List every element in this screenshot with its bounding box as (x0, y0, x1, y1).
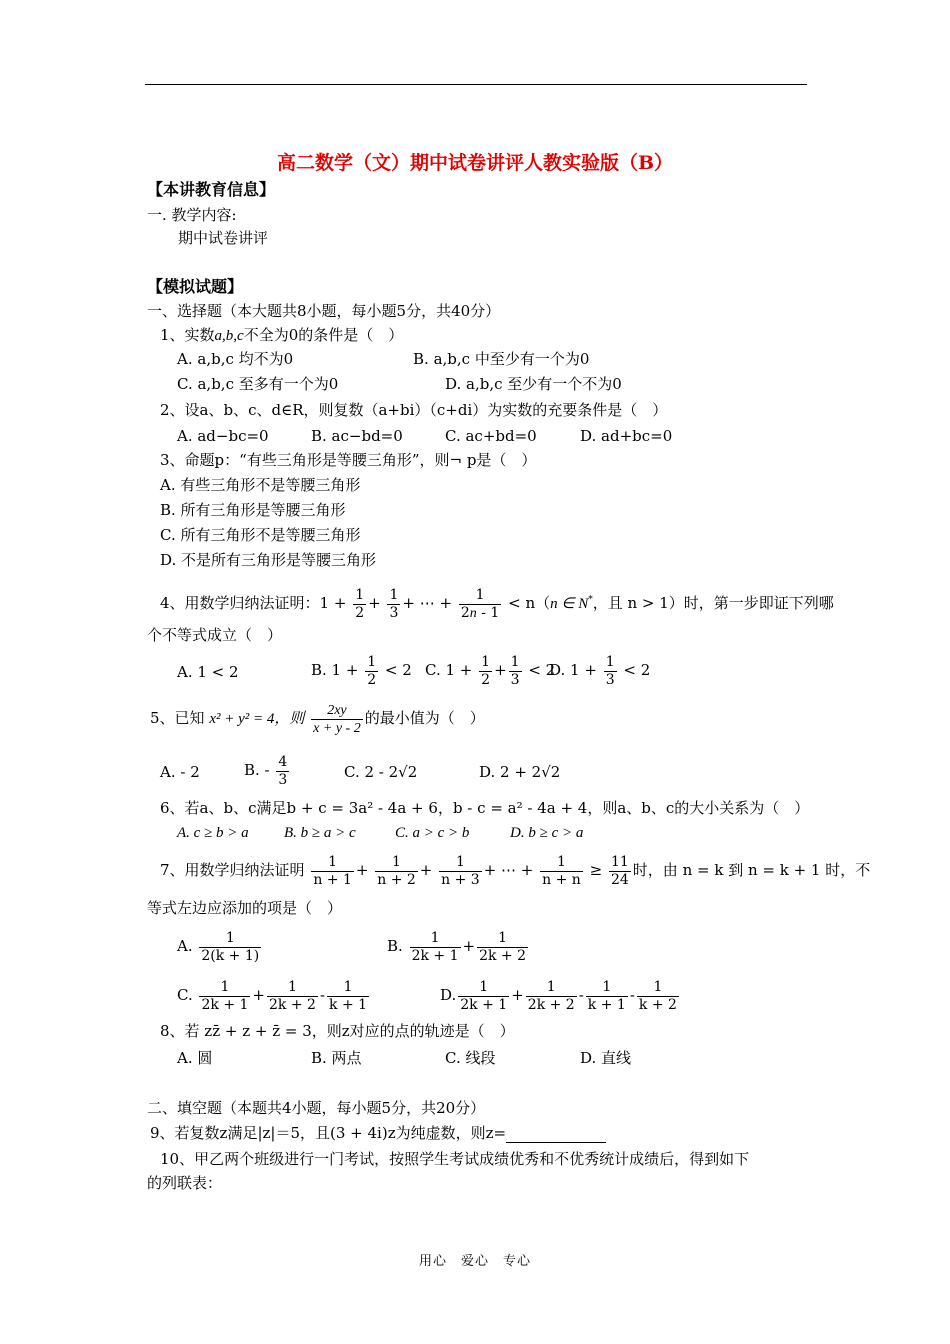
q7-option-d: D. $\frac{1}{2k + 1}$ + $\frac{1}{2k + 2}$ - $\frac{1}{k + 1}$ - $\frac{1}{k + 2}$ (440, 978, 677, 1013)
q2-stem: 2、设a、b、c、d∈R，则复数（a+bi）（c+di）为实数的充要条件是（ ） (160, 401, 668, 419)
q7-stem: 7、用数学归纳法证明 $\frac{1}{n + 1}$ + $\frac{1}{n + 2}$ + $\frac{1}{n + 3}$ + ⋯ + $\frac{1}{n + n}$ ≥ $\frac{11}{24}$ 时，由 n = k 到 n = k + 1 时，不 (160, 853, 871, 888)
q8-option-a: A. 圆 (177, 1049, 213, 1067)
q6-option-d: D. b ≥ c > a (510, 825, 584, 841)
q1-option-d: D. a,b,c 至少有一个不为0 (445, 375, 622, 393)
q1-stem: 1、实数a,b,c不全为0的条件是（ ） (160, 326, 404, 344)
q7-option-b: B. $\frac{1}{2k + 1}$ + $\frac{1}{2k + 2}$ (387, 929, 527, 964)
q3-option-b: B. 所有三角形是等腰三角形 (160, 501, 346, 519)
q7-line2: 等式左边应添加的项是（ ） (147, 899, 343, 917)
q4-stem: 4、用数学归纳法证明：1 + $\frac{1}{2}$ + $\frac{1}{3}$ + ⋯ + $\frac{1}{2n - 1}$ < n（n ∈ N*，且 n > 1）时，第一步即证下列哪 (160, 586, 834, 621)
q5-option-d: D. 2 + 2√2 (479, 763, 561, 781)
q10-line1: 10、甲乙两个班级进行一门考试，按照学生考试成绩优秀和不优秀统计成绩后，得到如下 (160, 1150, 750, 1168)
page-footer: 用心 爱心 专心 (418, 1254, 531, 1269)
section-label: 一. 教学内容: (147, 206, 237, 224)
q1-option-b: B. a,b,c 中至少有一个为0 (413, 350, 590, 368)
q7-option-c: C. $\frac{1}{2k + 1}$ + $\frac{1}{2k + 2}$ - $\frac{1}{k + 1}$ (177, 978, 368, 1013)
q5-stem: 5、已知 x² + y² = 4，则 $\frac{2xy}{x + y - 2}$ 的最小值为（ ） (150, 702, 485, 736)
q6-option-c: C. a > c > b (395, 825, 470, 841)
q1-option-c: C. a,b,c 至多有一个为0 (177, 375, 339, 393)
q4-option-d: D. 1 + $\frac{1}{3}$ < 2 (549, 653, 651, 688)
q1-option-a: A. a,b,c 均不为0 (177, 350, 294, 368)
q10-line2: 的列联表： (147, 1174, 223, 1192)
q2-option-c: C. ac+bd=0 (445, 427, 537, 445)
q4-option-b: B. 1 + $\frac{1}{2}$ < 2 (311, 653, 412, 688)
q3-stem: 3、命题p：“有些三角形是等腰三角形”，则¬ p是（ ） (160, 451, 537, 469)
page-title: 高二数学（文）期中试卷讲评人教实验版（B） (276, 152, 674, 174)
q2-option-a: A. ad−bc=0 (177, 427, 269, 445)
q5-option-c: C. 2 - 2√2 (344, 763, 418, 781)
q4-line2: 个不等式成立（ ） (147, 626, 283, 644)
q6-option-a: A. c ≥ b > a (177, 825, 249, 841)
q8-option-d: D. 直线 (580, 1049, 632, 1067)
part2-heading: 二、填空题（本题共4小题，每小题5分，共20分） (147, 1099, 486, 1117)
q7-option-a: A. $\frac{1}{2(k + 1)}$ (177, 929, 260, 964)
q5-option-a: A. - 2 (160, 763, 200, 781)
q8-option-c: C. 线段 (445, 1049, 496, 1067)
teaching-content: 期中试卷讲评 (178, 229, 269, 247)
q3-option-a: A. 有些三角形不是等腰三角形 (160, 476, 361, 494)
q9-stem: 9、若复数z满足|z|＝5，且(3 + 4i)z为纯虚数，则z= (150, 1123, 606, 1143)
q6-stem: 6、若a、b、c满足b + c = 3a² - 4a + 6，b - c = a² - 4a + 4，则a、b、c的大小关系为（ ） (160, 799, 810, 817)
q5-option-b: B. - $\frac{4}{3}$ (244, 753, 288, 788)
q3-option-c: C. 所有三角形不是等腰三角形 (160, 526, 361, 544)
q4-option-a: A. 1 < 2 (177, 663, 239, 681)
part1-heading: 一、选择题（本大题共8小题，每小题5分，共40分） (147, 302, 501, 320)
header-rule (145, 84, 807, 85)
q8-stem: 8、若 zz̄ + z + z̄ = 3，则z对应的点的轨迹是（ ） (160, 1022, 515, 1040)
q4-option-c: C. 1 + $\frac{1}{2}$ + $\frac{1}{3}$ < 2 (425, 653, 556, 688)
q3-option-d: D. 不是所有三角形是等腰三角形 (160, 551, 377, 569)
q2-option-d: D. ad+bc=0 (580, 427, 673, 445)
q6-option-b: B. b ≥ a > c (284, 825, 356, 841)
q8-option-b: B. 两点 (311, 1049, 362, 1067)
info-heading: 【本讲教育信息】 (147, 180, 276, 199)
q9-answer-blank[interactable] (506, 1128, 606, 1143)
q2-option-b: B. ac−bd=0 (311, 427, 403, 445)
mock-heading: 【模拟试题】 (147, 277, 244, 296)
